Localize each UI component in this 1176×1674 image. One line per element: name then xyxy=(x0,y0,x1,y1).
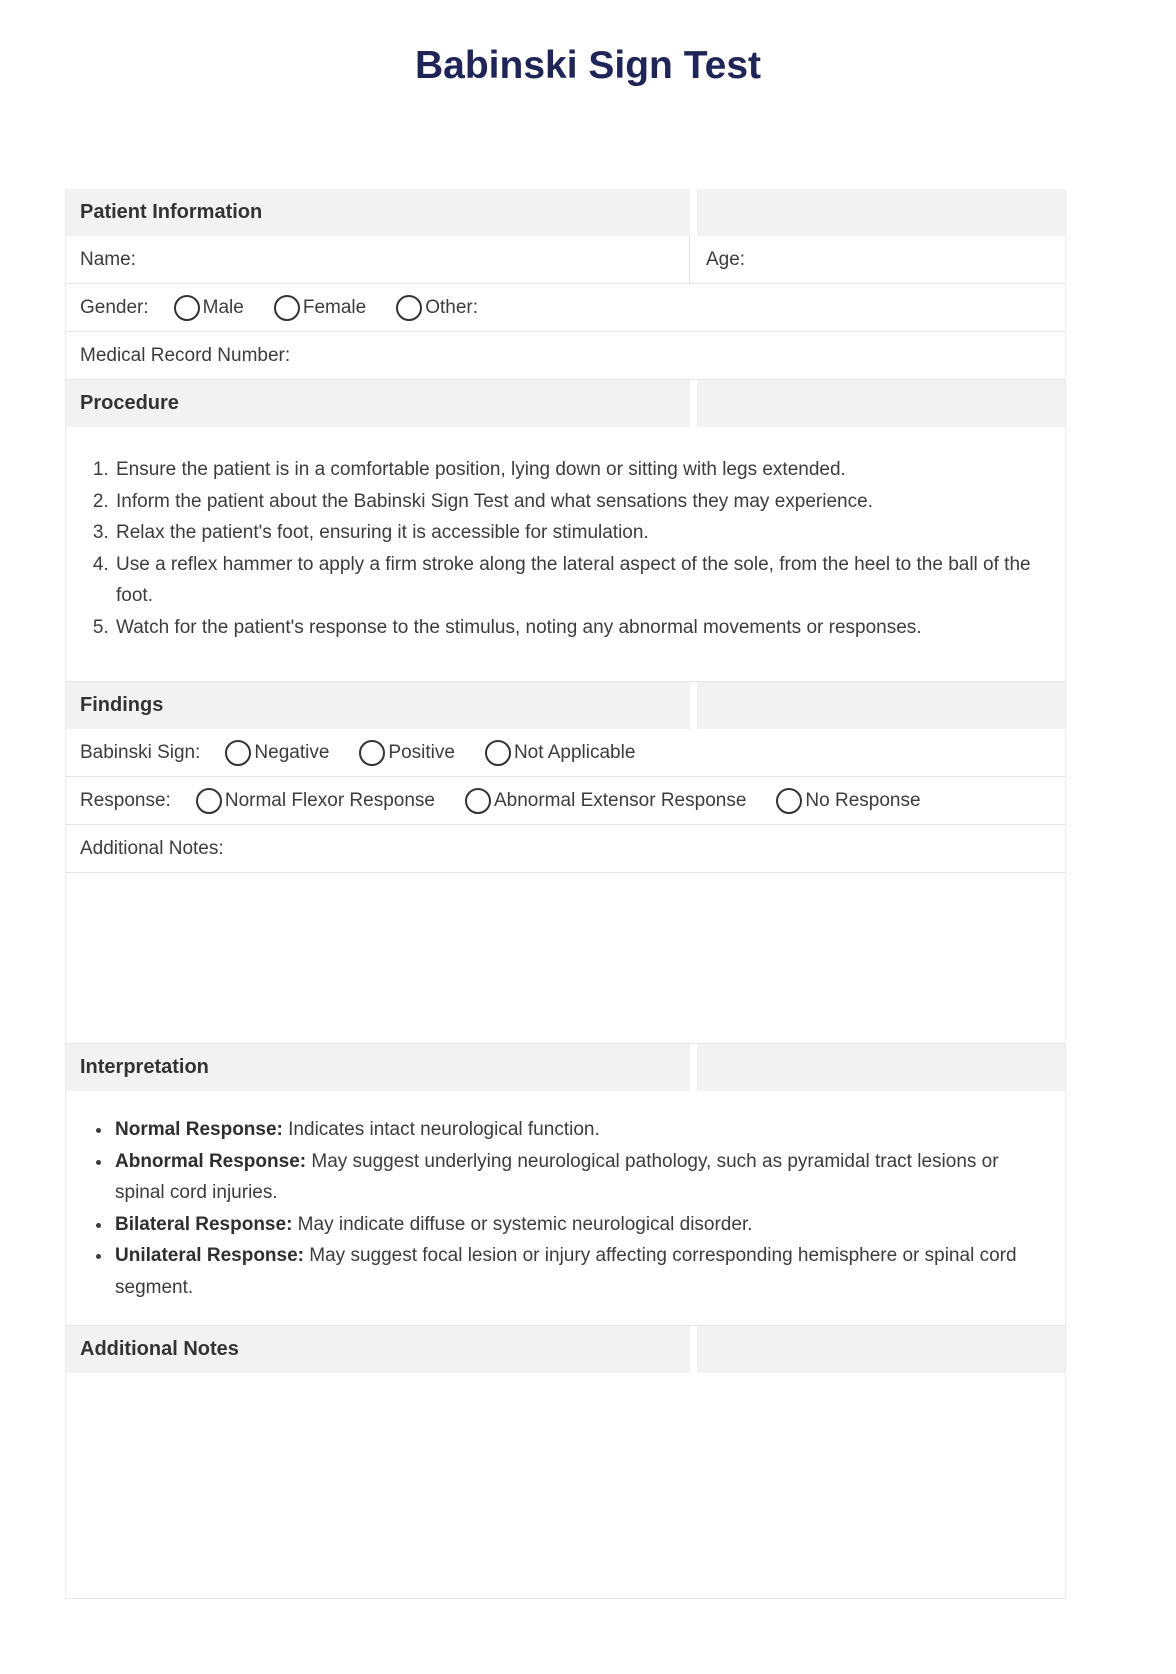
response-abnormal-extensor-label: Abnormal Extensor Response xyxy=(493,789,747,811)
header-right-cell xyxy=(697,1044,1065,1091)
gender-other-label: Other: xyxy=(425,296,479,318)
section-label-procedure: Procedure xyxy=(80,392,179,414)
interpretation-item-label: Bilateral Response: xyxy=(115,1213,293,1235)
response-option-normal-flexor xyxy=(196,788,435,814)
response-option-abnormal-extensor xyxy=(465,788,746,814)
header-gap xyxy=(690,1326,697,1373)
babinski-negative-radio[interactable] xyxy=(225,740,251,766)
babinski-not-applicable-radio[interactable] xyxy=(485,740,511,766)
section-header-interpretation xyxy=(66,1044,1065,1091)
form-table xyxy=(65,189,1066,1599)
babinski-option-negative xyxy=(225,740,329,766)
section-header-findings xyxy=(66,682,1065,729)
mrn-label: Medical Record Number: xyxy=(80,344,291,366)
response-no-response-label: No Response xyxy=(805,789,921,811)
procedure-step: 1. Ensure the patient is in a comfortable position, lying down or sitting with legs extended. xyxy=(114,454,1051,486)
page-title: Babinski Sign Test xyxy=(414,44,761,87)
procedure-step: 3. Relax the patient's foot, ensuring it is accessible for stimulation. xyxy=(114,517,1051,549)
section-label-patient-information: Patient Information xyxy=(80,201,263,223)
section-header-procedure xyxy=(66,380,1065,427)
gender-option-female xyxy=(274,295,366,321)
section-label-additional-notes: Additional Notes xyxy=(80,1338,239,1360)
interpretation-item-text: Indicates intact neurological function. xyxy=(282,1119,600,1140)
response-no-response-radio[interactable] xyxy=(776,788,802,814)
name-age-row xyxy=(66,236,1065,284)
gender-male-radio[interactable] xyxy=(174,295,200,321)
interpretation-item-label: Abnormal Response: xyxy=(115,1150,307,1172)
interpretation-item-text: May suggest focal lesion or injury affecting corresponding hemisphere or spinal cord segment. xyxy=(115,1245,1017,1298)
response-abnormal-extensor-radio[interactable] xyxy=(465,788,491,814)
interpretation-item xyxy=(113,1209,1051,1241)
interpretation-item-text: May suggest underlying neurological pathology, such as pyramidal tract lesions or spinal cord injuries. xyxy=(115,1150,999,1203)
interpretation-content-cell xyxy=(66,1091,1065,1326)
procedure-content-cell xyxy=(66,427,1065,682)
interpretation-item-text: May indicate diffuse or systemic neurological disorder. xyxy=(292,1213,753,1235)
section-label-findings: Findings xyxy=(80,694,164,716)
header-right-cell xyxy=(697,380,1065,427)
babinski-sign-label: Babinski Sign: xyxy=(80,741,201,763)
babinski-positive-label: Positive xyxy=(388,741,455,763)
header-gap xyxy=(690,682,697,729)
age-field-cell[interactable] xyxy=(690,236,1065,283)
babinski-not-applicable-label: Not Applicable xyxy=(513,741,636,763)
response-normal-flexor-label: Normal Flexor Response xyxy=(224,789,435,811)
response-normal-flexor-radio[interactable] xyxy=(196,788,222,814)
header-gap xyxy=(690,189,697,236)
babinski-positive-radio[interactable] xyxy=(359,740,385,766)
name-field-cell[interactable] xyxy=(66,236,690,283)
section-header-patient-information xyxy=(66,189,1065,236)
findings-notes-area[interactable] xyxy=(66,873,1065,1044)
header-gap xyxy=(690,1044,697,1091)
procedure-steps-list xyxy=(66,454,1065,643)
response-row xyxy=(66,777,1065,825)
mrn-field-cell[interactable] xyxy=(66,332,1065,380)
gender-female-radio[interactable] xyxy=(274,295,300,321)
gender-label: Gender: xyxy=(80,296,149,318)
babinski-negative-label: Negative xyxy=(254,741,330,763)
additional-notes-area[interactable] xyxy=(66,1373,1065,1598)
procedure-step: 5. Watch for the patient's response to the stimulus, noting any abnormal movements or responses. xyxy=(114,612,1051,644)
interpretation-item xyxy=(113,1146,1051,1209)
gender-row xyxy=(66,284,1065,332)
interpretation-item-label: Normal Response: xyxy=(115,1119,283,1140)
gender-other-radio[interactable] xyxy=(396,295,422,321)
gender-option-other xyxy=(396,295,478,321)
babinski-sign-row xyxy=(66,729,1065,777)
name-label: Name: xyxy=(80,248,136,270)
gender-male-label: Male xyxy=(202,296,244,318)
section-label-interpretation: Interpretation xyxy=(80,1056,209,1078)
gender-female-label: Female xyxy=(302,296,367,318)
interpretation-item-label: Unilateral Response: xyxy=(115,1245,304,1266)
section-header-additional-notes xyxy=(66,1326,1065,1373)
interpretation-item xyxy=(113,1114,1051,1146)
findings-notes-label-cell[interactable] xyxy=(66,825,1065,873)
interpretation-list xyxy=(66,1114,1065,1303)
header-gap xyxy=(690,380,697,427)
findings-notes-label: Additional Notes: xyxy=(80,837,224,859)
babinski-option-not-applicable xyxy=(485,740,635,766)
interpretation-item xyxy=(113,1240,1051,1303)
procedure-step: 2. Inform the patient about the Babinski Sign Test and what sensations they may experience. xyxy=(114,486,1051,518)
header-right-cell xyxy=(697,682,1065,729)
gender-option-male xyxy=(174,295,244,321)
babinski-option-positive xyxy=(359,740,455,766)
response-option-no-response xyxy=(776,788,920,814)
response-label: Response: xyxy=(80,789,171,811)
procedure-step: 4. Use a reflex hammer to apply a firm stroke along the lateral aspect of the sole, from the heel to the ball of the foot. xyxy=(114,549,1051,612)
header-right-cell xyxy=(697,189,1065,236)
header-right-cell xyxy=(697,1326,1065,1373)
age-label: Age: xyxy=(706,248,746,270)
